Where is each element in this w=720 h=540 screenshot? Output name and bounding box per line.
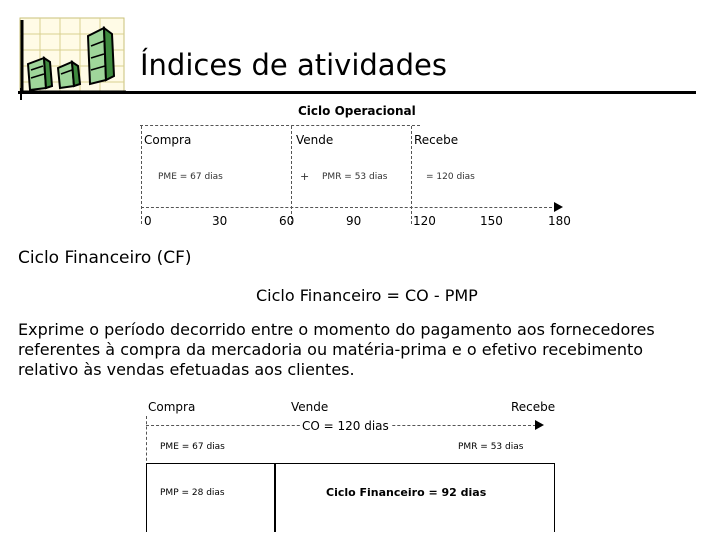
co-value: CO = 120 dias <box>302 419 389 433</box>
plus-sign: + <box>300 170 310 183</box>
page-title: Índices de atividades <box>140 48 447 82</box>
timeline-arrowhead <box>554 202 563 212</box>
diagram1-title: Ciclo Operacional <box>298 104 416 118</box>
total-value: = 120 dias <box>426 172 475 182</box>
label-vende: Vende <box>296 133 334 147</box>
pme-value: PME = 67 dias <box>158 172 223 182</box>
operational-cycle-diagram <box>130 100 580 235</box>
tick-label: 60 <box>279 214 295 228</box>
cf-heading: Ciclo Financeiro (CF) <box>18 248 192 268</box>
pmr-value: PMR = 53 dias <box>458 442 524 452</box>
tick-label: 120 <box>413 214 436 228</box>
box-divider <box>274 464 276 532</box>
pmp-value: PMP = 28 dias <box>160 488 225 498</box>
timeline-axis <box>141 207 557 209</box>
pmr-value: PMR = 53 dias <box>322 172 388 182</box>
diagram1-title-underline <box>140 125 420 126</box>
tick-label: 0 <box>144 214 152 228</box>
marker-compra <box>141 126 142 224</box>
tick-label: 30 <box>212 214 228 228</box>
marker-vende <box>291 126 292 224</box>
label-compra: Compra <box>144 133 192 147</box>
tick-label: 180 <box>548 214 571 228</box>
financial-cycle-diagram <box>140 396 560 536</box>
label-recebe: Recebe <box>511 400 556 414</box>
cf-formula: Ciclo Financeiro = CO - PMP <box>256 286 478 305</box>
tick-label: 90 <box>346 214 362 228</box>
marker-compra <box>146 416 147 466</box>
marker-recebe <box>411 126 412 224</box>
label-recebe: Recebe <box>414 133 459 147</box>
pme-value: PME = 67 dias <box>160 442 225 452</box>
co-arrowhead <box>535 420 544 430</box>
label-compra: Compra <box>148 400 196 414</box>
title-underline <box>18 91 696 94</box>
cf-value: Ciclo Financeiro = 92 dias <box>326 486 487 499</box>
title-rule-tick <box>20 88 22 100</box>
tick-label: 150 <box>480 214 503 228</box>
cf-description: Exprime o período decorrido entre o momento do pagamento aos fornecedores referentes à compra da mercadoria ou matéria-prima e o efetivo recebimento relativo às vendas efetuadas aos clientes. <box>18 320 655 379</box>
label-vende: Vende <box>291 400 329 414</box>
bar-chart-logo-icon <box>18 14 130 96</box>
